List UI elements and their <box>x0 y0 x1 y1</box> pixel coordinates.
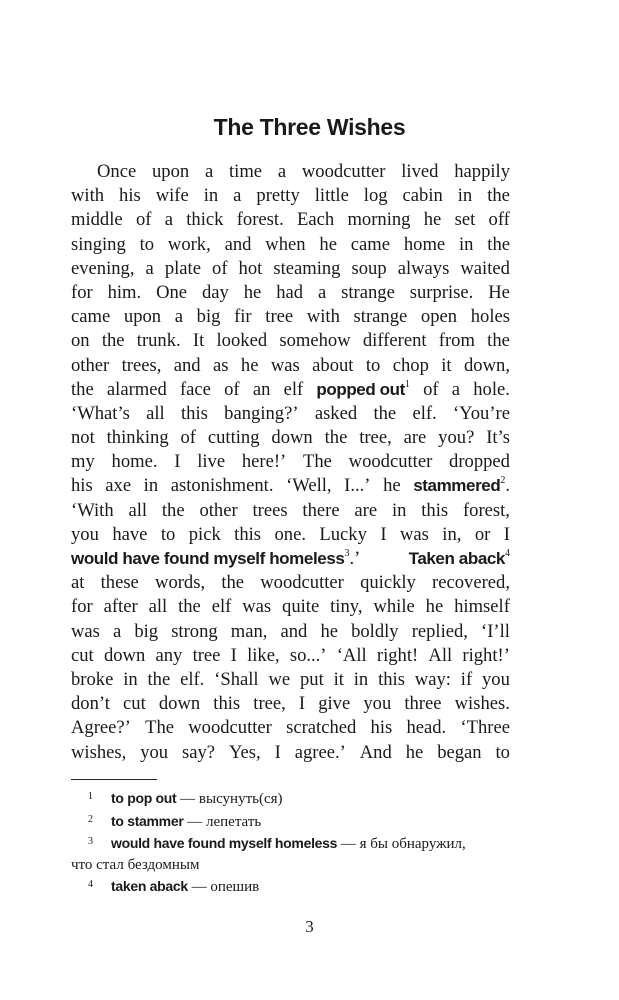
text-line <box>71 741 510 765</box>
word: asked <box>314 402 358 424</box>
word: woodcutter <box>348 451 433 473</box>
word: if <box>460 668 473 690</box>
text-line <box>71 160 510 184</box>
word: big <box>134 620 159 642</box>
word: had <box>276 281 304 303</box>
word: or <box>474 523 491 545</box>
word: my <box>71 451 95 473</box>
word: for <box>71 281 93 303</box>
word: head. <box>406 717 447 739</box>
word: he <box>243 281 262 303</box>
word: I <box>298 693 306 715</box>
word: right! <box>376 644 419 666</box>
word: not <box>71 427 95 449</box>
word: man, <box>230 620 268 642</box>
text-line <box>71 499 510 523</box>
footnote-item <box>71 810 510 833</box>
text-line <box>71 378 510 402</box>
word: The <box>302 451 332 473</box>
word: and <box>173 354 201 376</box>
word: you <box>482 668 510 690</box>
footnote-ref: 3 <box>344 547 350 559</box>
word: trunk. <box>136 330 181 352</box>
word: down <box>271 427 313 449</box>
word: big <box>196 306 221 328</box>
page-title: The Three Wishes <box>213 114 406 140</box>
word: ‘What’s <box>71 402 130 424</box>
term-text: would have found myself homeless <box>71 549 345 568</box>
word: a <box>233 185 242 207</box>
word: happily <box>454 161 510 182</box>
word: in <box>143 475 159 497</box>
word: plate <box>164 257 201 279</box>
word: ‘All <box>336 644 367 666</box>
word: little <box>314 185 349 207</box>
footnote-continuation: что стал бездомным <box>71 856 200 873</box>
word: different <box>362 330 427 352</box>
word: elf <box>283 378 304 400</box>
word: the <box>71 378 94 400</box>
word: strong <box>171 620 218 642</box>
word: And <box>359 741 392 763</box>
word: middle <box>71 209 123 231</box>
word: forest. <box>236 209 284 231</box>
word: wife <box>155 185 189 207</box>
word: strange <box>341 281 395 303</box>
word: in, <box>442 523 462 545</box>
word: you <box>363 693 392 715</box>
footnote-item <box>71 832 510 855</box>
word: it <box>333 668 344 690</box>
word: it <box>441 354 452 376</box>
word: astonishment. <box>170 475 274 497</box>
page-number: 3 <box>305 917 314 936</box>
word: a <box>174 306 183 328</box>
word: forest, <box>462 499 510 521</box>
word: I <box>503 523 510 545</box>
word: boldly <box>351 620 399 642</box>
word: pretty <box>256 185 300 207</box>
word: I...’ <box>344 475 371 497</box>
text-line <box>71 208 510 232</box>
word: steaming <box>273 257 341 279</box>
word: Each <box>297 209 335 231</box>
word: Agree?’ <box>71 717 131 739</box>
text-line <box>71 184 510 208</box>
word: I <box>230 644 237 666</box>
word: in <box>203 185 219 207</box>
word: wishes. <box>454 693 510 715</box>
footnote-number: 1 <box>88 791 93 802</box>
term-text: stammered <box>413 476 501 496</box>
word: a <box>204 161 214 182</box>
word: one. <box>274 523 306 545</box>
text-line <box>71 329 510 353</box>
word: hot <box>238 257 263 279</box>
word: Lucky <box>319 523 367 545</box>
word: I <box>380 523 387 545</box>
word: off <box>488 209 510 231</box>
word: evening, <box>71 257 135 279</box>
word: other <box>71 354 110 376</box>
word: quickly <box>360 572 416 594</box>
word: strange <box>353 306 408 328</box>
word: woodcutter <box>188 717 272 739</box>
word: you? <box>438 427 475 449</box>
word: It’s <box>486 427 510 449</box>
word: chop <box>392 354 429 376</box>
word: the <box>178 596 201 618</box>
word: I <box>174 451 181 473</box>
word: down <box>103 644 146 666</box>
word: ‘With <box>71 499 114 521</box>
word: in <box>457 185 473 207</box>
footnote-term: would have found myself homeless <box>111 835 338 851</box>
word: give <box>318 693 351 715</box>
word: this <box>378 668 405 690</box>
word: he <box>423 209 442 231</box>
word: the <box>487 185 510 207</box>
word: an <box>252 378 271 400</box>
text-line <box>71 233 510 257</box>
word: here!’ <box>241 451 287 473</box>
word: holes <box>470 306 510 328</box>
word: home. <box>111 451 158 473</box>
word: his <box>370 717 393 739</box>
word: a <box>277 161 287 182</box>
word: upon <box>123 306 162 328</box>
word: the <box>221 572 245 594</box>
word: broke <box>71 668 114 690</box>
word: on <box>71 330 90 352</box>
word: work, <box>167 233 211 255</box>
word: Once <box>97 161 137 182</box>
word: axe <box>105 475 132 497</box>
footnote-item <box>71 787 510 810</box>
word: after <box>103 596 138 618</box>
glossary-term <box>316 378 410 402</box>
footnote-ref: 4 <box>505 547 510 559</box>
word: dropped <box>449 451 510 473</box>
word: a <box>164 209 173 231</box>
text-line <box>71 474 510 498</box>
word: are <box>403 427 427 449</box>
word: soup <box>351 257 387 279</box>
word: any <box>155 644 183 666</box>
word: like, <box>247 644 280 666</box>
word: scratched <box>286 717 357 739</box>
word: quite <box>282 596 320 618</box>
word: this <box>234 523 262 545</box>
word: elf. <box>180 668 205 690</box>
word: One <box>156 281 188 303</box>
word: surprise. <box>409 281 474 303</box>
word: The <box>145 717 175 739</box>
word: tree <box>192 644 221 666</box>
word: he <box>425 596 444 618</box>
word: was <box>399 523 429 545</box>
text-line <box>71 547 510 571</box>
word: we <box>268 668 291 690</box>
word: he <box>405 741 424 763</box>
word: him. <box>107 281 142 303</box>
word: as <box>213 354 229 376</box>
text-line <box>71 644 510 668</box>
word: to <box>160 523 176 545</box>
word: all <box>146 402 165 424</box>
word: log <box>363 185 388 207</box>
footnote-item <box>71 875 510 898</box>
text-line <box>71 571 510 595</box>
word: elf. <box>412 402 437 424</box>
word: upon <box>152 161 190 182</box>
word: way: <box>414 668 451 690</box>
glossary-term: would have found myself homeless$^3$.’ <box>71 547 361 569</box>
word: singing <box>71 233 126 255</box>
word: cut <box>123 693 146 715</box>
word: all <box>128 499 148 521</box>
word: All <box>428 644 453 666</box>
word: morning <box>347 209 411 231</box>
word: when <box>265 233 306 255</box>
word: about <box>312 354 354 376</box>
word: the <box>147 668 171 690</box>
word: I <box>274 741 281 763</box>
word: thick <box>186 209 224 231</box>
word: alarmed <box>106 378 167 400</box>
word: face <box>179 378 211 400</box>
footnote-translation: — высунуть(ся) <box>176 791 283 807</box>
word: cut <box>71 644 94 666</box>
word: in <box>123 668 138 690</box>
word: this <box>421 499 449 521</box>
word: tree <box>265 306 294 328</box>
word: the <box>101 330 125 352</box>
word: down <box>158 693 201 715</box>
word: was <box>71 620 100 642</box>
footnote-translation: — я бы обнаружил, <box>337 836 466 852</box>
text-line <box>71 523 510 547</box>
word: banging?’ <box>224 402 299 424</box>
footnote-term: taken aback <box>111 878 188 894</box>
word: cabin <box>402 185 443 207</box>
word: began <box>437 741 482 763</box>
word: himself <box>454 596 510 618</box>
footnote-number: 4 <box>88 879 93 890</box>
word: elf <box>211 596 232 618</box>
word: his <box>119 185 141 207</box>
word: a <box>317 281 327 303</box>
word: lived <box>401 161 439 182</box>
text-line <box>71 668 510 692</box>
word: three <box>404 693 442 715</box>
glossary-term: stammered$^2$. <box>413 475 510 497</box>
word: while <box>373 596 415 618</box>
word: to <box>365 354 381 376</box>
word: set <box>454 209 476 231</box>
footnote-term: to stammer <box>111 812 184 829</box>
word: down, <box>464 354 510 376</box>
word: replied, <box>411 620 468 642</box>
word: have <box>112 523 148 545</box>
word: in <box>391 499 407 521</box>
term-text: Taken aback <box>408 549 505 568</box>
word: fir <box>234 306 252 328</box>
word: cutting <box>207 427 260 449</box>
word: you <box>140 741 169 763</box>
word: so...’ <box>289 644 327 666</box>
text-line <box>71 620 510 644</box>
word: he <box>240 354 259 376</box>
word: don’t <box>71 693 110 715</box>
word: and <box>280 620 308 642</box>
word: home <box>403 233 446 255</box>
footnotes <box>71 787 510 898</box>
word: open <box>420 306 458 328</box>
word: he <box>320 620 338 642</box>
word: the <box>373 402 397 424</box>
text-line <box>71 450 510 474</box>
word: he <box>319 233 337 255</box>
word: his <box>71 475 93 497</box>
word: a <box>451 378 461 400</box>
word: are <box>354 499 378 521</box>
word: other <box>199 499 238 521</box>
word: thinking <box>106 427 169 449</box>
word: tree, <box>359 427 392 449</box>
glossary-term <box>409 547 510 571</box>
word: ‘You’re <box>452 402 510 424</box>
word: of <box>423 378 439 400</box>
word: trees, <box>121 354 162 376</box>
footnote-number: 3 <box>88 836 93 847</box>
text-line <box>71 716 510 740</box>
word: these <box>100 572 139 594</box>
word: of <box>224 378 240 400</box>
word: tiny, <box>330 596 363 618</box>
word: with <box>306 306 340 328</box>
word: somehow <box>279 330 351 352</box>
text-line <box>71 354 510 378</box>
text-line <box>71 426 510 450</box>
term-text: popped out <box>316 379 405 399</box>
word: woodcutter <box>301 161 386 182</box>
text-line <box>71 257 510 281</box>
text-line <box>71 402 510 426</box>
word: you <box>71 523 99 545</box>
word: ‘Shall <box>214 668 259 690</box>
word: words, <box>155 572 206 594</box>
word: always <box>397 257 450 279</box>
word: wishes, <box>71 741 127 763</box>
word: all <box>148 596 168 618</box>
word: and <box>224 233 252 255</box>
word: pick <box>188 523 221 545</box>
word: he <box>383 475 401 497</box>
word: ‘Three <box>460 717 510 739</box>
word: in <box>353 668 369 690</box>
word: of <box>135 209 152 231</box>
word: live <box>197 451 226 473</box>
word: waited <box>460 257 510 279</box>
word: was <box>242 596 272 618</box>
text-line <box>71 692 510 716</box>
footnote-divider <box>71 779 157 780</box>
word: put <box>299 668 324 690</box>
story-text <box>71 160 510 765</box>
word: a <box>113 620 122 642</box>
word: ‘I’ll <box>481 620 510 642</box>
word: in <box>458 233 474 255</box>
word: with <box>71 185 105 207</box>
word: the <box>487 330 510 352</box>
text-line <box>71 305 510 329</box>
footnote-translation: — лепетать <box>183 813 262 830</box>
word: He <box>488 281 510 303</box>
word: of <box>180 427 196 449</box>
word: the <box>161 499 185 521</box>
text-line <box>71 281 510 305</box>
word: came <box>71 306 111 328</box>
word: at <box>71 572 85 594</box>
word: the <box>487 233 510 255</box>
word: there <box>302 499 340 521</box>
word: from <box>438 330 475 352</box>
word: this <box>181 402 208 424</box>
word: say? <box>182 741 216 763</box>
word: right!’ <box>462 644 510 666</box>
word: this <box>213 693 241 715</box>
word: was <box>270 354 300 376</box>
word: hole. <box>473 378 510 400</box>
footnote-translation: — опешив <box>187 879 260 895</box>
word: came <box>350 233 391 255</box>
word: recovered, <box>432 572 510 594</box>
footnote-number: 2 <box>88 813 93 825</box>
word: the <box>324 427 348 449</box>
footnote-ref: 2 <box>500 475 506 487</box>
word: It <box>192 330 205 352</box>
word: agree.’ <box>294 741 346 763</box>
footnote-ref: 1 <box>404 378 410 390</box>
word: tree, <box>253 693 286 715</box>
word: looked <box>216 330 268 352</box>
word: a <box>145 257 154 279</box>
text-line <box>71 595 510 619</box>
footnote-term: to pop out <box>111 790 177 806</box>
word: trees <box>252 499 288 521</box>
word: ‘Well, <box>286 475 332 497</box>
word: Yes, <box>228 741 261 763</box>
word: time <box>228 161 263 182</box>
word: woodcutter <box>260 572 344 594</box>
word: to <box>495 741 510 763</box>
word: for <box>71 596 93 618</box>
word: of <box>212 257 228 279</box>
word: to <box>139 233 155 255</box>
word: day <box>201 281 229 303</box>
